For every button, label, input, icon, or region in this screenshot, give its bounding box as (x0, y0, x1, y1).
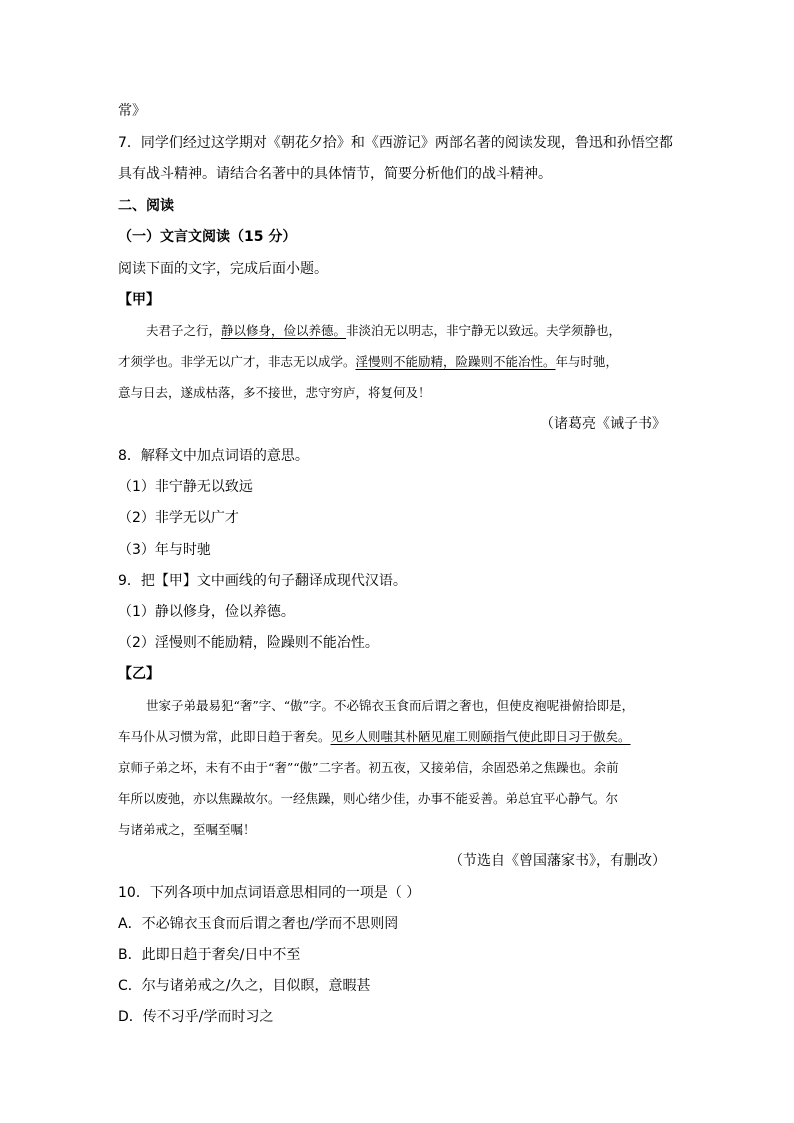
option-c: C．尔与诸弟戒之/久之，目似瞑，意暇甚 (118, 978, 371, 994)
text-segment: 年与时驰， (555, 354, 619, 369)
passage-yi-source: （节选自《曾国藩家书》，有删改） (449, 853, 666, 869)
text-segment: 非淡泊无以明志，非宁静无以致远。夫学须静也， (346, 323, 622, 338)
passage-jia-line-1 (146, 321, 621, 341)
question-9-item-1: （1）静以修身，俭以养德。 (118, 604, 295, 620)
option-a: A．不必锦衣玉食而后谓之奢也/学而不思则罔 (118, 916, 399, 932)
question-9-item-2: （2）淫慢则不能励精，险躁则不能冶性。 (118, 635, 379, 651)
question-8-item-3: （3）年与时驰 (118, 542, 211, 558)
section-classical-chinese-title: （一）文言文阅读（15 分） (118, 229, 297, 245)
question-7-line-1: 7．同学们经过这学期对《朝花夕拾》和《西游记》两部名著的阅读发现，鲁迅和孙悟空都 (118, 135, 673, 151)
question-8-item-2: （2）非学无以广才 (118, 510, 239, 526)
text-segment: 夫君子之行， (146, 323, 222, 338)
passage-jia-source: （诸葛亮《诫子书》 (540, 416, 666, 432)
underlined-sentence: 静以修身，俭以养德。 (221, 323, 347, 338)
page-tail-text: 常》 (118, 103, 146, 119)
passage-yi-line-1: 世家子弟最易犯“奢”字、“傲”字。不必锦衣玉食而后谓之奢也，但使皮袍呢褂俯拾即是， (146, 698, 635, 713)
question-8-stem: 8．解释文中加点词语的意思。 (118, 448, 309, 464)
passage-jia-line-3: 意与日去，遂成枯落，多不接世，悲守穷庐，将复何及！ (118, 385, 431, 400)
question-7-line-2: 具有战斗精神。请结合名著中的具体情节，简要分析他们的战斗精神。 (118, 166, 552, 182)
passage-yi-line-4: 年所以废弛，亦以焦躁故尔。一经焦躁，则心绪少佳，办事不能妥善。弟总宜平心静气。尔 (118, 791, 619, 806)
option-b: B．此即日趋于奢矣/日中不至 (118, 947, 301, 963)
passage-yi-line-3: 京师子弟之坏，未有不由于“奢”“傲”二字者。初五夜，又接弟信，余固恐弟之焦躁也。余前 (118, 760, 619, 775)
question-10-stem: 10．下列各项中加点词语意思相同的一项是（ ） (118, 885, 421, 901)
passage-jia-label: 【甲】 (118, 292, 160, 308)
text-segment: 车马仆从习惯为常，此即日趋于奢矣。 (118, 729, 331, 744)
section-reading-title: 二、阅读 (118, 198, 174, 214)
passage-yi-label: 【乙】 (118, 666, 160, 682)
text-segment: 才须学也。非学无以广才，非志无以成学。 (118, 354, 356, 369)
underlined-sentence: 淫慢则不能励精，险躁则不能冶性。 (355, 354, 556, 369)
passage-jia-line-2 (118, 352, 618, 372)
question-8-item-1: （1）非宁静无以致远 (118, 479, 253, 495)
question-9-stem: 9．把【甲】文中画线的句子翻译成现代汉语。 (118, 573, 407, 589)
underlined-sentence: 见乡人则嗤其朴陋见雇工则颐指气使此即日习于傲矣。 (330, 729, 631, 744)
reading-instruction: 阅读下面的文字，完成后面小题。 (118, 261, 328, 277)
passage-yi-line-5: 与诸弟戒之，至嘱至嘱！ (118, 822, 256, 837)
option-d: D．传不习乎/学而时习之 (118, 1009, 274, 1025)
passage-yi-line-2 (118, 727, 631, 747)
